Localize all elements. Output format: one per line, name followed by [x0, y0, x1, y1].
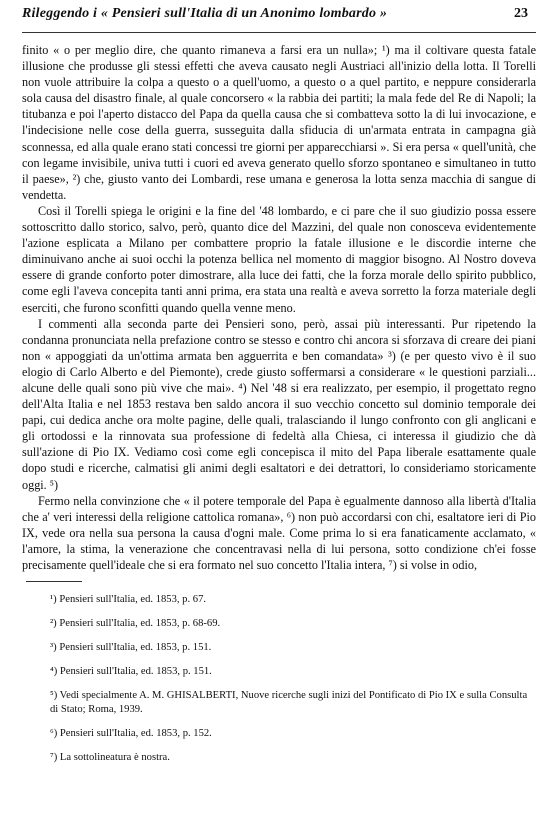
body-text	[22, 42, 536, 573]
page-number: 23	[514, 6, 528, 21]
footnote-divider	[26, 581, 82, 582]
footnote-1: ¹) Pensieri sull'Italia, ed. 1853, p. 67.	[50, 593, 207, 605]
footnote-4: ⁴) Pensieri sull'Italia, ed. 1853, p. 151.	[50, 666, 212, 678]
paragraph-2: Così il Torelli spiega le origini e la fine del '48 lombardo, e ci pare che il suo giudizio possa essere sottoscritto dallo storico, salvo, però, quanto dice del Mazzini, del quale non conosceva evidentemente l'azione esplicata a Milano per combattere proprio la fatale illusione e le discordie interne che diminuivano anche ai suoi occhi la potenza bellica nel momento di maggior bisogno. Al Nostro doveva essere di grande conforto poter dimostrare, alla luce dei fatti, che la forza morale dello spirito pubblico, come egli l'aveva concepita tanti anni prima, era stata una realtà e aveva sorretto la forza materiale degli eserciti, che furono sconfitti quando quella venne meno.	[22, 203, 536, 315]
footnote-3: ³) Pensieri sull'Italia, ed. 1853, p. 151.	[50, 642, 212, 654]
footnote-7: ⁷) La sottolineatura è nostra.	[50, 752, 170, 764]
paragraph-3: I commenti alla seconda parte dei Pensieri sono, però, assai più interessanti. Pur ripetendo la condanna pronunciata nella prefazione contro se stesso e contro chi ancora si sforzava di creare dei piani non « appoggiati da un'ottima armata ben agguerrita e ben comandata» ³) (e per questo vivo è il suo elogio di Carlo Alberto e del Piemonte), crede giusto soffermarsi a considerare « le questioni parziali... alcune delle quali sono più vive che mai». ⁴) Nel '48 si era realizzato, per esempio, il progettato regno dell'Alta Italia e nel 1853 restava ben saldo ancora il suo vecchio concetto sul dominio temporale dei papi, cui dedica anche ora molte pagine, delle quali, tralasciando il lungo confronto con gli anglicani e gli ortodossi e la rinnovata sua professione di fedeltà alla Chiesa, ci interessa il giudizio che dà sull'azione di Pio IX. Vediamo così come egli concepisca il mito del Papa liberale esattamente quale dopo studi e ricerche, calmatisi gli animi degli esaltatori e dei detrattori, lo consideriamo storicamente oggi. ⁵)	[22, 316, 536, 492]
footnotes	[22, 581, 536, 765]
footnote-2: ²) Pensieri sull'Italia, ed. 1853, p. 68-69.	[50, 617, 221, 629]
page-header	[22, 6, 536, 33]
paragraph-4: Fermo nella convinzione che « il potere temporale del Papa è egualmente dannoso alla libertà d'Italia che a' veri interessi della religione cattolica romana», ⁶) non può accordarsi con chi, esaltatore ieri di Pio IX, vede ora nella sua persona la causa d'ogni male. Come prima lo si era fanaticamente acclamato, « l'amore, la stima, la venerazione che concentravasi nella di lui persona, sotto condizione ch'ei fosse precisamente quell'ideale che si era formato nel suo concetto l'Italia intera, ⁷) si volse in odio,	[22, 493, 536, 572]
footnote-5: ⁵) Vedi specialmente A. M. GHISALBERTI, Nuove ricerche sugli inizi del Pontificato di Pio IX e sulla Consulta di Stato; Roma, 1939.	[50, 690, 528, 716]
footnote-6: ⁶) Pensieri sull'Italia, ed. 1853, p. 152.	[50, 728, 212, 740]
paragraph-1: finito « o per meglio dire, che quanto rimaneva a farsi era un nulla»; ¹) ma il coltivare questa fatale illusione che produsse gli stessi effetti che aveva causato negli Austriaci all'inizio della lotta. Il Torelli non vuole attribuire la colpa a questo o a quell'uomo, a questo o a quel partito, e neppure considerarla sola causa del disastro finale, al quale concorsero « la rabbia dei partiti; la mala fede del Re di Napoli; la titubanza e poi l'aperto distacco del Papa da quella causa che si combatteva sotto la di lui invocazione, e l'indecisione nelle cose della guerra, susseguita dalla sfiducia di un'armata entrata in campagna già sconnessa, ed alla quale erano stati concessi tre giorni per apparecchiarsi ». Si era persa « quell'unità, che con legame invisibile, univa tutti i cuori ed aveva generato quello sforzo spontaneo e simultaneo in tutto il paese», ²) che, giusto vanto dei Lombardi, rese umana e generosa la lotta senza macchia di sangue di vendetta.	[22, 43, 536, 202]
running-title: Rileggendo i « Pensieri sull'Italia di un Anonimo lombardo »	[22, 6, 388, 21]
